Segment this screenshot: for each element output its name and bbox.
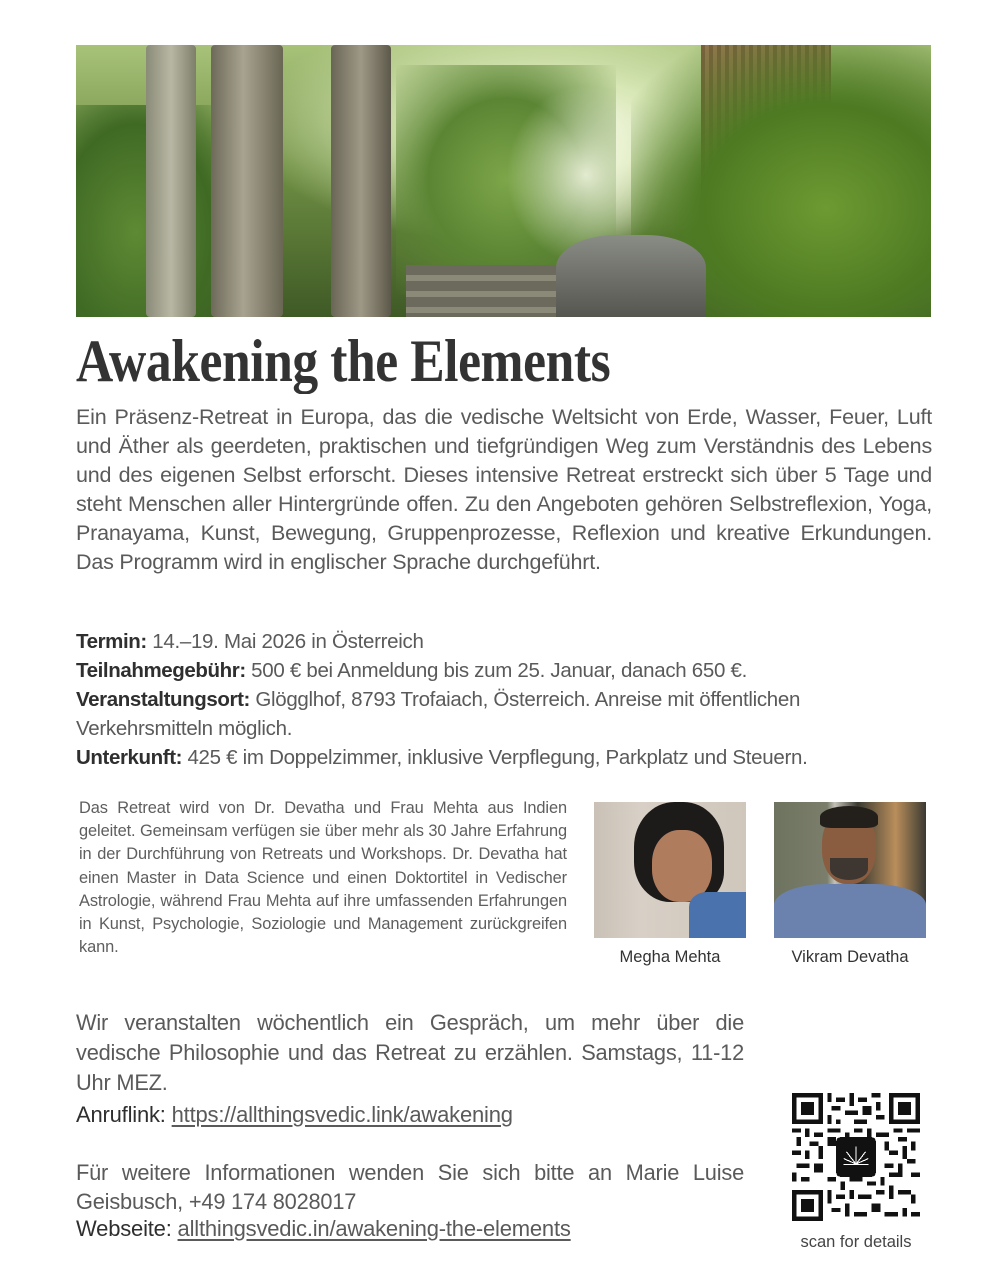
intro-paragraph: Ein Präsenz-Retreat in Europa, das die vedische Weltsicht von Erde, Wasser, Feuer, Luft und Äther als geerdeten, praktischen und tiefgründigen Weg zum Verständnis des Lebens und des eigenen Selbst erforscht. Dieses intensive Retreat erstreckt sich über 5 Tage und steht Menschen aller Hintergründe offen. Zu den Angeboten gehören Selbstreflexion, Yoga, Pranayama, Kunst, Bewegung, Gruppenprozesse, Reflexion und kreative Erkundungen. Das Programm wird in englischer Sprache durchgeführt. [76,405,932,574]
facilitator-name: Megha Mehta [619,948,721,966]
facilitator-card [774,802,926,968]
event-facts [76,627,936,772]
facilitator-card [594,802,746,968]
weekly-talk-text: Wir veranstalten wöchentlich ein Gespräch, um mehr über die vedische Philosophie und das Retreat zu erzählen. Samstags, 11-12 Uhr MEZ. [76,1010,744,1095]
qr-code-icon[interactable] [792,1093,920,1221]
fact-accommodation: Unterkunft: 425 € im Doppelzimmer, inklusive Verpflegung, Parkplatz und Steuern. [76,746,808,769]
contact-text: Für weitere Informationen wenden Sie sich bitte an Marie Luise Geisbusch, +49 174 8028017 [76,1160,744,1214]
fact-date: Termin: 14.–19. Mai 2026 in Österreich [76,630,424,653]
website-row [76,1214,571,1244]
fact-fee: Teilnahmegebühr: 500 € bei Anmeldung bis zum 25. Januar, danach 650 €. [76,659,747,682]
qr-caption: scan for details [800,1233,912,1251]
facilitator-photo [594,802,746,938]
page-title: Awakening the Elements [76,328,611,394]
facilitators-bio: Das Retreat wird von Dr. Devatha und Frau Mehta aus Indien geleitet. Gemeinsam verfügen sie über mehr als 30 Jahre Erfahrung in der Durchführung von Retreats und Workshops. Dr. Devatha hat einen Master in Data Science und einen Doktortitel in Vedischer Astrologie, während Frau Mehta auf ihre umfassenden Erfahrungen in Kunst, Psychologie, Soziologie und Management zurückgreifen kann. [79,799,567,957]
call-link-label: Anruflink: [76,1102,166,1127]
website-label: Webseite: [76,1216,172,1241]
call-link[interactable]: https://allthingsvedic.link/awakening [171,1102,513,1127]
fact-venue: Veranstaltungsort: Glögglhof, 8793 Trofaiach, Österreich. Anreise mit öffentlichen Verkehrsmitteln möglich. [76,688,801,740]
call-link-row [76,1100,513,1130]
hero-image [76,45,931,317]
facilitator-name: Vikram Devatha [791,948,909,966]
facilitator-photo [774,802,926,938]
website-link[interactable]: allthingsvedic.in/awakening-the-elements [177,1216,571,1241]
